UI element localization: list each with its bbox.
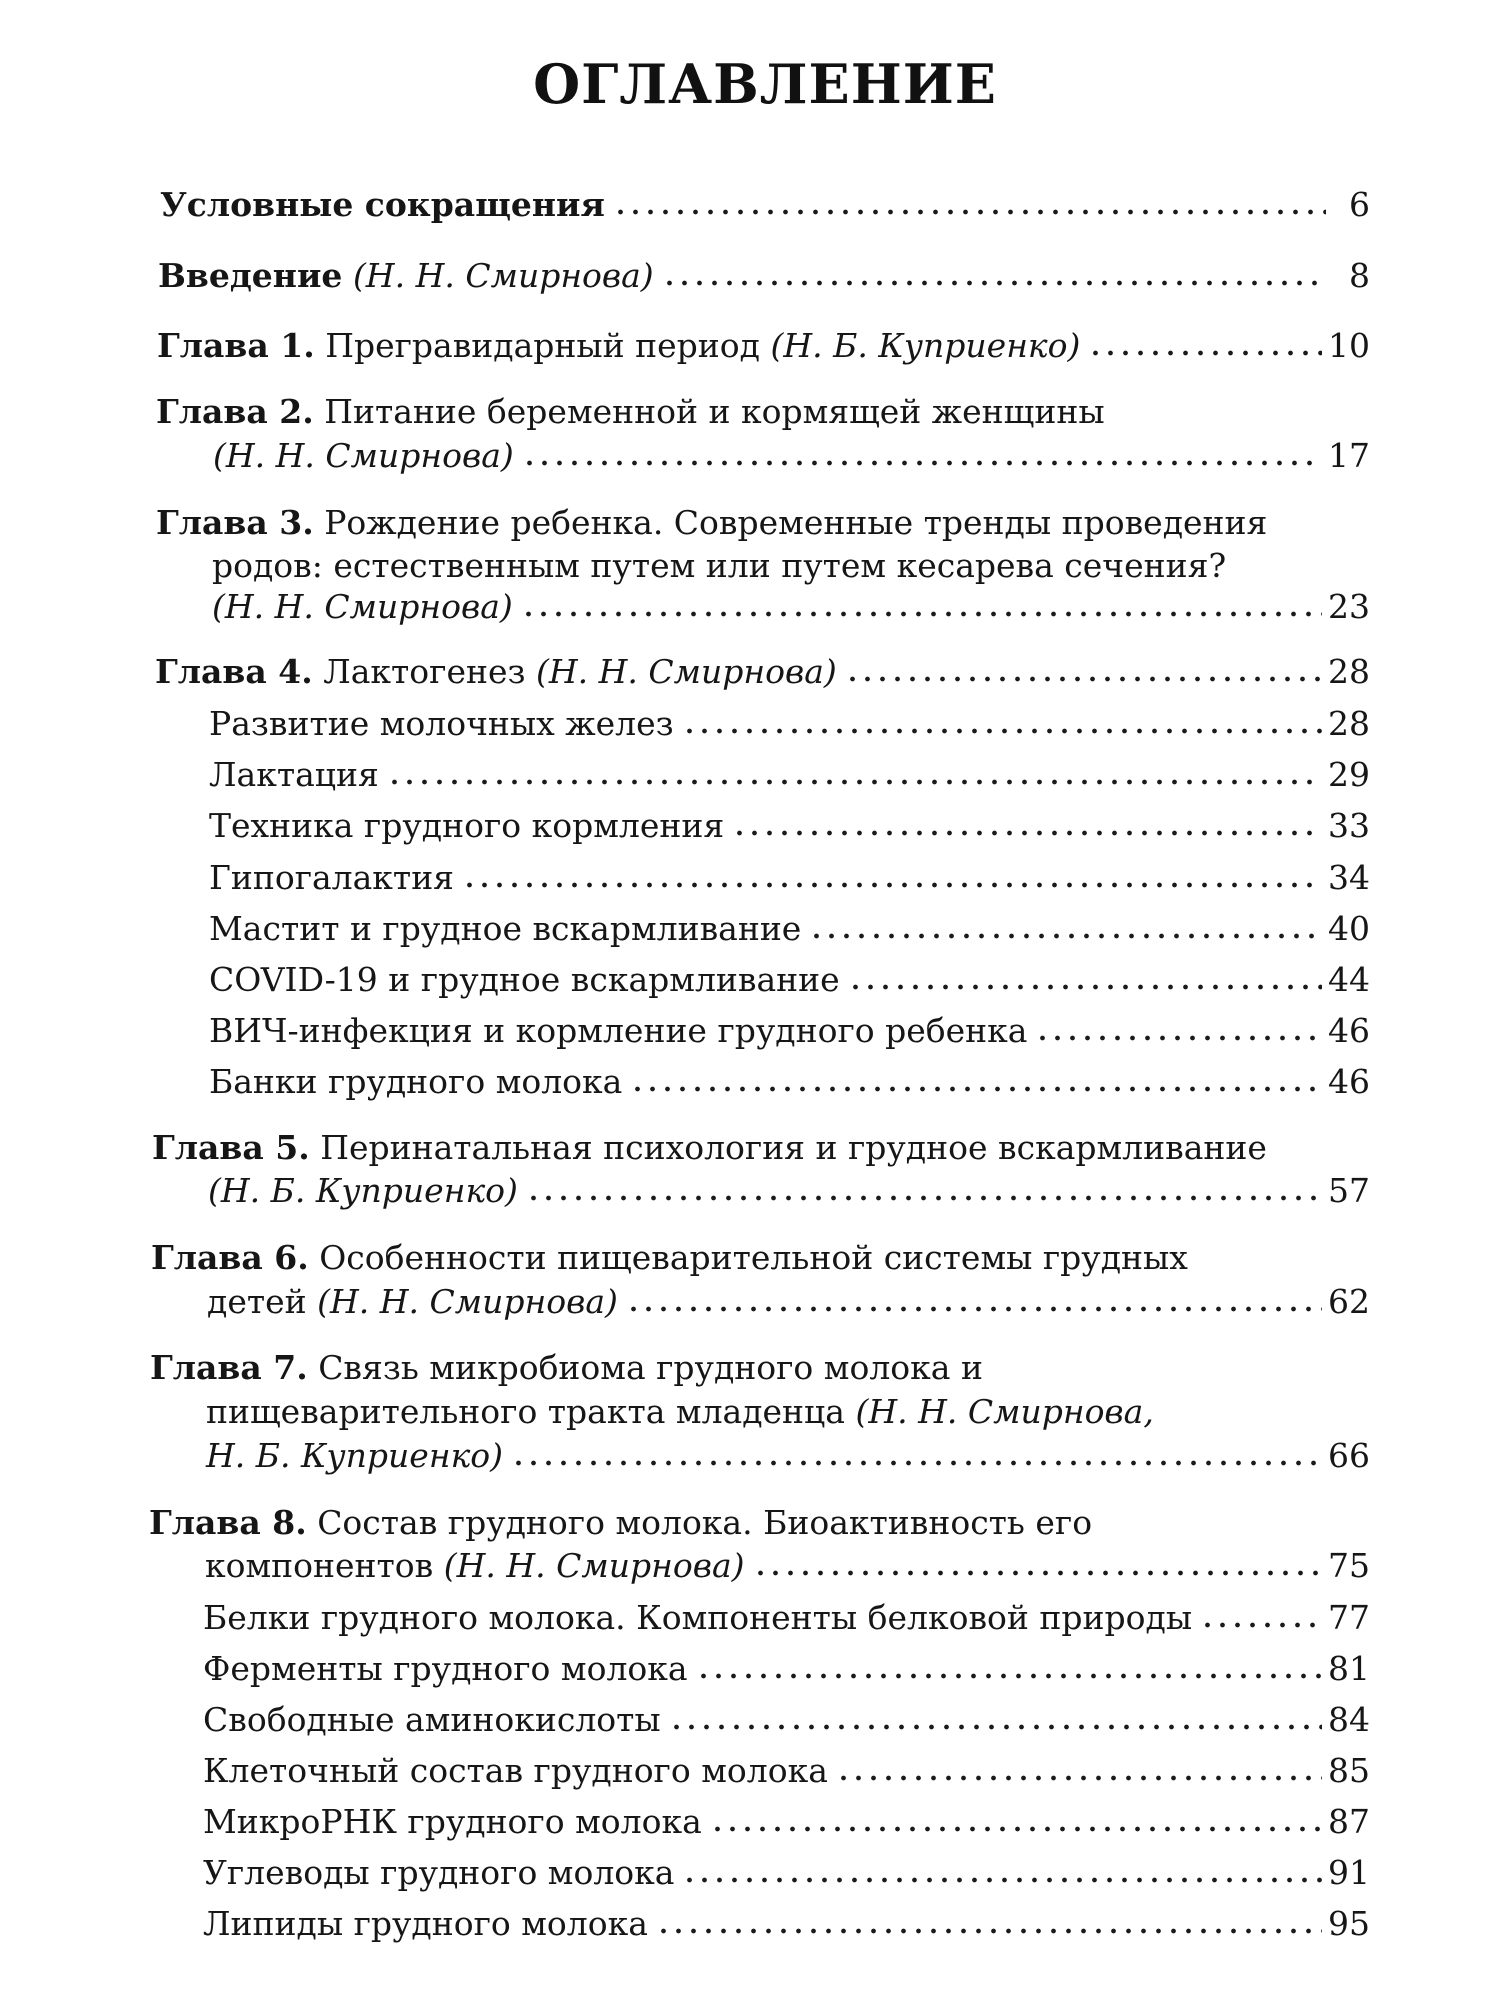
toc-page-number: 91 (1328, 1853, 1370, 1892)
toc-entry-chapter-7-line3[interactable] (206, 1436, 1370, 1476)
toc-leader-dots (522, 458, 1322, 468)
toc-subentry[interactable] (209, 704, 1370, 744)
toc-entry-author: (Н. Н. Смирнова, (855, 1392, 1154, 1431)
toc-leader-dots (696, 1671, 1322, 1681)
toc-entry-chapter-2-line1[interactable] (156, 392, 1105, 432)
toc-page-number: 40 (1328, 909, 1370, 948)
toc-page-number: 57 (1328, 1171, 1370, 1210)
toc-entry-title: Гипогалактия (209, 858, 455, 897)
toc-leader-dots (1088, 348, 1322, 358)
toc-leader-dots (613, 207, 1326, 217)
toc-leader-dots (630, 1084, 1322, 1094)
toc-subentry[interactable] (203, 1802, 1370, 1842)
toc-entry-label: Глава 7. (150, 1348, 308, 1387)
toc-leader-dots (1035, 1033, 1322, 1043)
toc-entry-title: Клеточный состав грудного молока (203, 1751, 828, 1790)
toc-entry-label: Глава 3. (156, 503, 314, 542)
toc-page-number: 66 (1328, 1436, 1370, 1475)
toc-page-number: 75 (1328, 1546, 1370, 1585)
toc-leader-dots (656, 1926, 1322, 1936)
toc-subentry[interactable] (209, 960, 1370, 1000)
toc-entry-author: (Н. Н. Смирнова) (443, 1546, 745, 1585)
toc-entry-label: Глава 2. (156, 392, 314, 431)
toc-page-number: 81 (1328, 1649, 1370, 1688)
toc-entry-title: Ферменты грудного молока (203, 1649, 688, 1688)
toc-entry-title: Прегравидарный период (325, 326, 760, 365)
toc-entry-author: (Н. Н. Смирнова) (212, 587, 513, 626)
toc-entry-title: Техника грудного кормления (209, 806, 725, 845)
toc-leader-dots (662, 278, 1326, 288)
toc-page-number: 17 (1328, 436, 1370, 475)
toc-entry-title: Развитие молочных желез (209, 704, 674, 743)
toc-entry-author: Н. Б. Куприенко) (206, 1436, 504, 1475)
toc-entry-label: Глава 8. (149, 1503, 307, 1542)
toc-page-number: 95 (1328, 1904, 1370, 1943)
toc-entry-label: Введение (158, 256, 343, 295)
toc-subentry[interactable] (203, 1853, 1370, 1893)
toc-entry-title: Связь микробиома грудного молока и (318, 1348, 983, 1387)
toc-page-number: 46 (1328, 1011, 1370, 1050)
toc-entry-title: Перинатальная психология и грудное вскармливание (320, 1128, 1267, 1167)
toc-entry-title: Состав грудного молока. Биоактивность его (317, 1503, 1093, 1542)
toc-entry-chapter-4[interactable] (155, 652, 1370, 692)
toc-leader-dots (626, 1304, 1322, 1314)
toc-page-number: 62 (1328, 1282, 1370, 1321)
toc-leader-dots (845, 674, 1322, 684)
toc-entry-title: родов: естественным путем или путем кесарева сечения? (212, 546, 1227, 585)
toc-leader-dots (682, 726, 1322, 736)
toc-entry-title: детей (207, 1282, 307, 1321)
toc-entry-chapter-5-line2[interactable] (208, 1171, 1370, 1211)
toc-leader-dots (511, 1458, 1322, 1468)
toc-entry-chapter-8-line1[interactable] (149, 1503, 1092, 1543)
toc-entry-chapter-5-line1[interactable] (152, 1128, 1267, 1168)
toc-leader-dots (669, 1722, 1322, 1732)
toc-subentry[interactable] (203, 1700, 1370, 1740)
toc-subentry[interactable] (209, 1062, 1370, 1102)
toc-entry-abbreviations[interactable] (160, 185, 1370, 225)
toc-leader-dots (682, 1875, 1322, 1885)
toc-entry-introduction[interactable] (158, 256, 1370, 296)
toc-page-number: 28 (1328, 652, 1370, 691)
toc-entry-chapter-6-line1[interactable] (151, 1238, 1188, 1278)
toc-subentry[interactable] (203, 1649, 1370, 1689)
toc-entry-title: Углеводы грудного молока (203, 1853, 675, 1892)
toc-entry-title: Банки грудного молока (209, 1062, 623, 1101)
toc-entry-title: Особенности пищеварительной системы грудных (319, 1238, 1188, 1277)
toc-entry-title: Мастит и грудное вскармливание (209, 909, 802, 948)
toc-entry-title: пищеварительного тракта младенца (206, 1392, 845, 1431)
toc-entry-label: Глава 4. (155, 652, 313, 691)
toc-leader-dots (809, 931, 1322, 941)
toc-page-number: 44 (1328, 960, 1370, 999)
toc-entry-title: Питание беременной и кормящей женщины (324, 392, 1105, 431)
toc-page-number: 77 (1328, 1598, 1370, 1637)
toc-leader-dots (836, 1773, 1322, 1783)
toc-page-number: 87 (1328, 1802, 1370, 1841)
toc-entry-chapter-3-line3[interactable] (212, 587, 1370, 627)
toc-page-number: 23 (1328, 587, 1370, 626)
toc-leader-dots (753, 1568, 1323, 1578)
toc-leader-dots (848, 982, 1322, 992)
page-title: ОГЛАВЛЕНИЕ (533, 52, 997, 116)
toc-entry-label: Глава 5. (152, 1128, 310, 1167)
toc-leader-dots (710, 1824, 1322, 1834)
toc-page-number: 46 (1328, 1062, 1370, 1101)
toc-page-number: 85 (1328, 1751, 1370, 1790)
toc-leader-dots (526, 1193, 1322, 1203)
toc-entry-label: Глава 1. (157, 326, 315, 365)
toc-subentry[interactable] (209, 909, 1370, 949)
toc-entry-chapter-6-line2[interactable] (207, 1282, 1370, 1322)
toc-page-number: 6 (1349, 185, 1370, 224)
toc-entry-title: Лактация (209, 755, 379, 794)
toc-entry-author: (Н. Н. Смирнова) (352, 256, 654, 295)
toc-page-number: 8 (1349, 256, 1370, 295)
toc-entry-author: (Н. Н. Смирнова) (213, 436, 514, 475)
toc-subentry[interactable] (209, 1011, 1370, 1051)
toc-subentry[interactable] (209, 806, 1370, 846)
toc-entry-chapter-8-line2[interactable] (205, 1546, 1370, 1586)
toc-entry-title: Лактогенез (323, 652, 526, 691)
toc-entry-chapter-7-line2 (206, 1392, 1154, 1432)
toc-entry-chapter-1[interactable] (157, 326, 1370, 366)
toc-page-number: 84 (1328, 1700, 1370, 1739)
toc-leader-dots (1200, 1620, 1322, 1630)
toc-subentry[interactable] (209, 858, 1370, 898)
toc-subentry[interactable] (203, 1751, 1370, 1791)
toc-entry-label: Глава 6. (151, 1238, 309, 1277)
toc-entry-author: (Н. Б. Куприенко) (770, 326, 1081, 365)
toc-entry-title: Белки грудного молока. Компоненты белковой природы (203, 1598, 1193, 1637)
toc-entry-chapter-2-line2[interactable] (213, 436, 1370, 476)
toc-entry-label: Условные сокращения (160, 185, 605, 224)
toc-entry-title: компонентов (205, 1546, 434, 1585)
toc-entry-title: COVID-19 и грудное вскармливание (209, 960, 840, 999)
toc-page-number: 10 (1328, 326, 1370, 365)
toc-page-number: 29 (1328, 755, 1370, 794)
toc-entry-title: Свободные аминокислоты (203, 1700, 661, 1739)
toc-subentry[interactable] (203, 1904, 1370, 1944)
toc-leader-dots (462, 880, 1322, 890)
toc-page-number: 28 (1328, 704, 1370, 743)
toc-entry-chapter-3-line2 (212, 546, 1226, 586)
toc-entry-chapter-3-line1[interactable] (156, 503, 1267, 543)
toc-subentry[interactable] (209, 755, 1370, 795)
toc-leader-dots (387, 777, 1322, 787)
toc-leader-dots (732, 828, 1322, 838)
toc-entry-author: (Н. Н. Смирнова) (536, 652, 837, 691)
toc-entry-title: Рождение ребенка. Современные тренды проведения (324, 503, 1268, 542)
toc-subentry[interactable] (203, 1598, 1370, 1638)
toc-entry-author: (Н. Н. Смирнова) (317, 1282, 618, 1321)
toc-entry-title: МикроРНК грудного молока (203, 1802, 702, 1841)
toc-page-number: 34 (1328, 858, 1370, 897)
toc-entry-chapter-7-line1[interactable] (150, 1348, 983, 1388)
toc-page-number: 33 (1328, 806, 1370, 845)
toc-leader-dots (521, 609, 1322, 619)
toc-entry-author: (Н. Б. Куприенко) (208, 1171, 518, 1210)
toc-entry-title: Липиды грудного молока (203, 1904, 648, 1943)
toc-entry-title: ВИЧ-инфекция и кормление грудного ребенка (209, 1011, 1028, 1050)
